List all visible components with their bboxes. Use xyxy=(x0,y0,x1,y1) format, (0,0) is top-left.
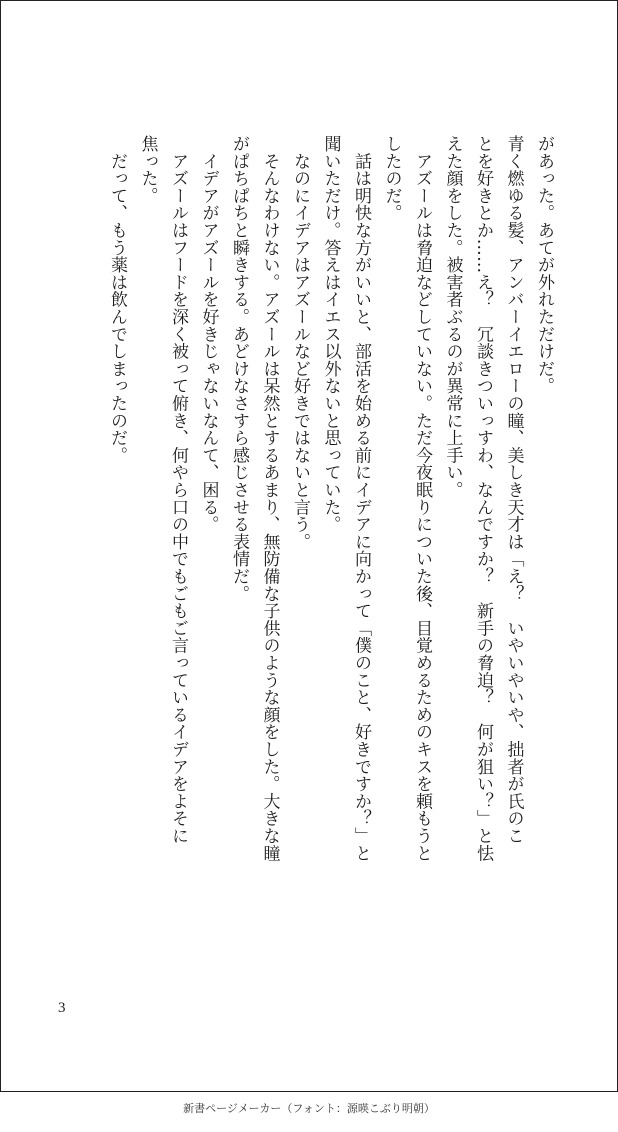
text-line-11: そんなわけない。アズールは呆然とするあまり、無防備な子供のような顔をした。大きな瞳 xyxy=(259,135,280,862)
text-line-5: えた顔をした。被害者ぶるのが異常に上手い。 xyxy=(442,135,463,499)
text-line-8: 話は明快な方がいいと、部活を始める前にイデアに向かって「僕のこと、好きですか？」と xyxy=(351,135,371,862)
text-line-14: アズールはフードを深く被って俯き、何やら口の中でもごもご言っているイデアをよそに xyxy=(168,135,188,845)
text-line-16: だって、もう薬は飲んでしまったのだ。 xyxy=(107,135,127,464)
text-line-12: がぱちぱちと瞬きする。あどけなさすら感じさせる表情だ。 xyxy=(229,135,249,603)
text-line-6: アズールは脅迫などしていない。ただ今夜眠りについた後、目覚めるためのキスを頼もうと xyxy=(412,135,432,862)
text-line-15: 焦った。 xyxy=(137,135,158,205)
text-line-10: なのにイデアはアズールなど好きではないと言う。 xyxy=(290,135,310,551)
text-line-1: があった。あてが外れただけだ。 xyxy=(534,135,554,395)
page-number: 3 xyxy=(58,1000,66,1016)
vertical-text-body xyxy=(102,135,560,935)
text-line-13: イデアがアズールを好きじゃないなんて、困る。 xyxy=(198,135,219,533)
text-line-9: 聞いただけ。答えはイエス以外ないと思っていた。 xyxy=(320,135,341,533)
footer-caption: 新書ページメーカー（フォント：源暎こぶり明朝） xyxy=(183,1102,435,1115)
text-line-3: 青く燃ゆる髪、アンバーイエローの瞳、美しき天才は「え？ いやいやいや、拙者が氏のこ xyxy=(503,135,524,845)
text-line-7: したのだ。 xyxy=(381,135,402,222)
text-line-4: とを好きとか……え？ 冗談きついっすわ、なんですか？ 新手の脅迫？ 何が狙い？」と怯 xyxy=(473,135,493,862)
